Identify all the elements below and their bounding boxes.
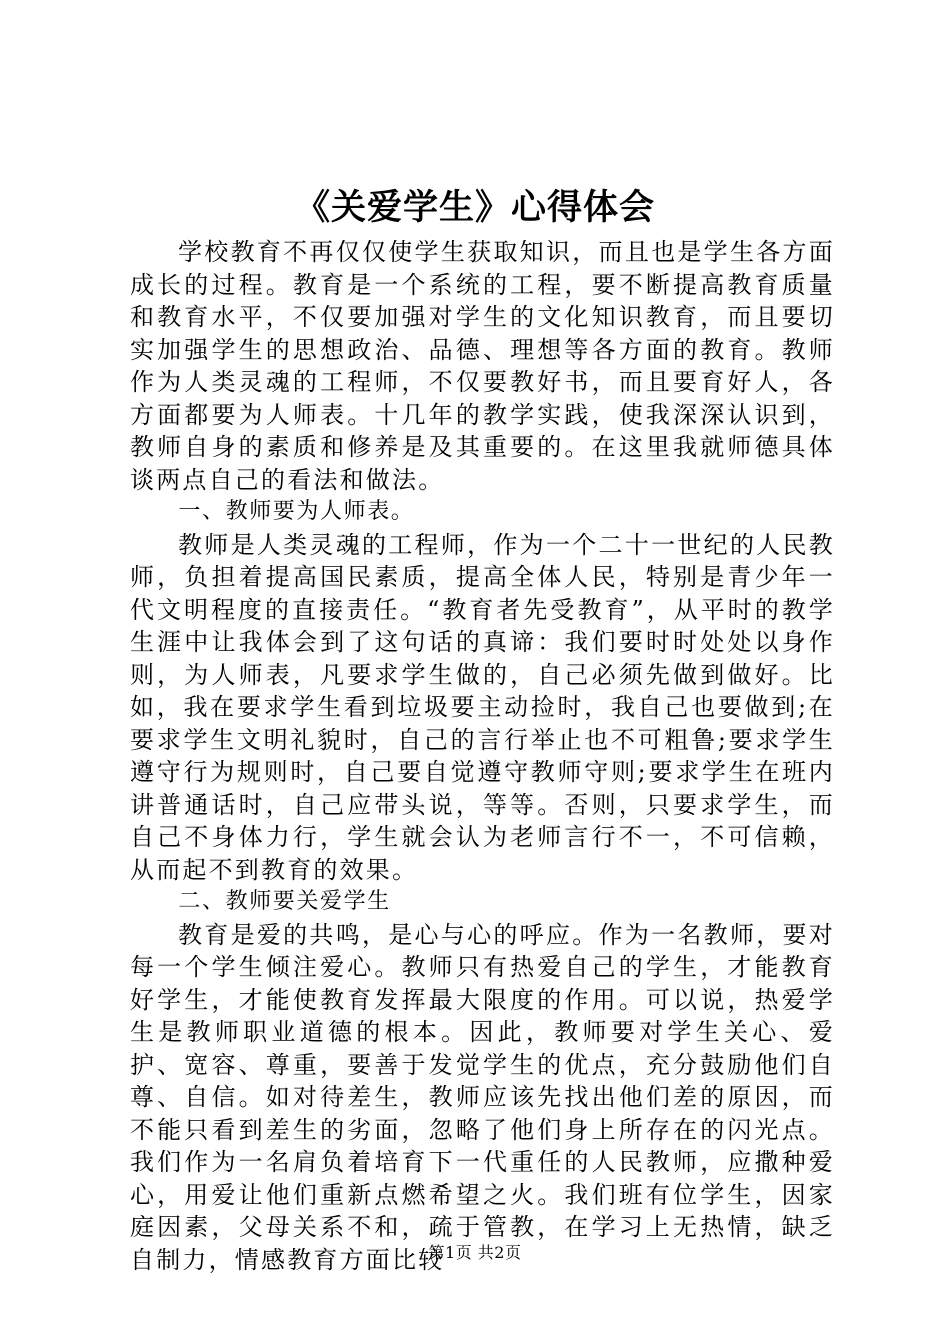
document-title: 《关爱学生》心得体会: [294, 187, 655, 228]
document-body: [130, 236, 835, 1276]
section-1-heading: 一、教师要为人师表。: [178, 499, 415, 524]
section-2-heading: 二、教师要关爱学生: [178, 889, 391, 914]
section-2-paragraph: 教育是爱的共鸣，是心与心的呼应。作为一名教师，要对每一个学生倾注爱心。教师只有热爱自己的学生，才能教育好学生，才能使教育发挥最大限度的作用。可以说，热爱学生是教师职业道德的根本。因此，教师要对学生关心、爱护、宽容、尊重，要善于发觉学生的优点，充分鼓励他们自尊、自信。如对待差生，教师应该先找出他们差的原因，而不能只看到差生的劣面，忽略了他们身上所存在的闪光点。我们作为一名肩负着培育下一代重任的人民教师，应撒种爱心，用爱让他们重新点燃希望之火。我们班有位学生，因家庭因素，父母关系不和，疏于管教，在学习上无热情，缺乏自制力，情感教育方面比较: [130, 920, 835, 1274]
page-footer: 第1页 共2页: [428, 1243, 522, 1262]
section-1-paragraph: 教师是人类灵魂的工程师，作为一个二十一世纪的人民教师，负担着提高国民素质，提高全体人民，特别是青少年一代文明程度的直接责任。“教育者先受教育”，从平时的教学生涯中让我体会到了这句话的真谛：我们要时时处处以身作则，为人师表，凡要求学生做的，自己必须先做到做好。比如，我在要求学生看到垃圾要主动捡时，我自己也要做到;在要求学生文明礼貌时，自己的言行举止也不可粗鲁;要求学生遵守行为规则时，自己要自觉遵守教师守则;要求学生在班内讲普通话时，自己应带头说，等等。否则，只要求学生，而自己不身体力行，学生就会认为老师言行不一，不可信赖，从而起不到教育的效果。: [130, 530, 835, 884]
intro-paragraph: 学校教育不再仅仅使学生获取知识，而且也是学生各方面成长的过程。教育是一个系统的工程，要不断提高教育质量和教育水平，不仅要加强对学生的文化知识教育，而且要切实加强学生的思想政治、品德、理想等各方面的教育。教师作为人类灵魂的工程师，不仅要教好书，而且要育好人，各方面都要为人师表。十几年的教学实践，使我深深认识到，教师自身的素质和修养是及其重要的。在这里我就师德具体谈两点自己的看法和做法。: [130, 238, 835, 494]
